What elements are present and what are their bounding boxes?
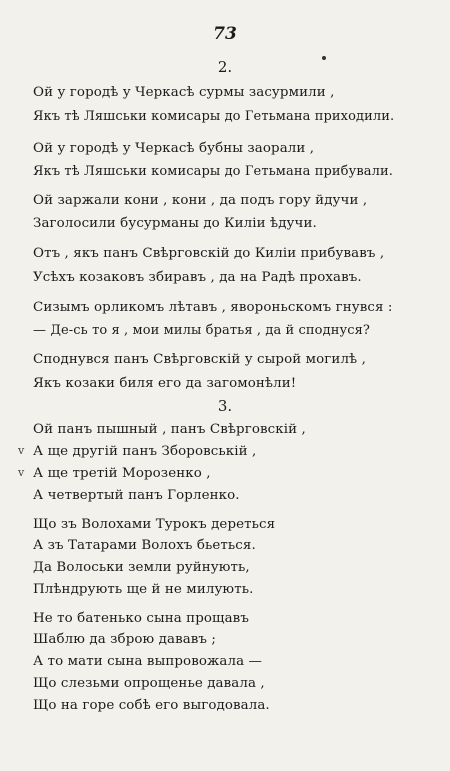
verse-line: А четвертый панъ Горленко.	[33, 488, 240, 503]
verse-line: — Де-сь то я , мои милы братья , да й споднуся?	[33, 323, 370, 338]
verse-line: Якъ тѣ Ляшськи комисары до Гетьмана прибували.	[33, 164, 393, 179]
verse-line: Якъ козаки биля его да загомонѣли!	[33, 376, 297, 391]
verse-line: Ой у городѣ у Черкасѣ сурмы засурмили ,	[33, 85, 335, 100]
verse-line: Ой панъ пышный , панъ Свѣрговскiй ,	[33, 422, 306, 437]
verse-line: Не то батенько сына прощавъ	[33, 611, 249, 626]
verse-line: А то мати сына выпровожала —	[33, 654, 263, 669]
section-number: 3.	[217, 397, 233, 415]
verse-line: Що зъ Волохами Турокъ дереться	[33, 517, 276, 532]
margin-mark: v	[18, 444, 25, 457]
verse-line: Ой заржали кони , кони , да подъ гору йдучи ,	[33, 193, 368, 208]
verse-line: Плѣндрують ще й не милують.	[33, 582, 254, 597]
verse-line: Ой у городѣ у Черкасѣ бубны заорали ,	[33, 141, 315, 156]
verse-line: Споднувся панъ Свѣрговскiй у сырой могилѣ ,	[33, 352, 366, 367]
verse-line: Якъ тѣ Ляшськи комисары до Гетьмана приходили.	[33, 109, 395, 124]
page-number: 73	[213, 24, 237, 44]
verse-line: Да Волоськи земли руйнують,	[33, 560, 250, 575]
verse-line: Що на горе собѣ его выгодовала.	[33, 698, 270, 713]
verse-line: Шаблю да зброю дававъ ;	[33, 632, 217, 647]
verse-line: Сизымъ орликомъ лѣтавъ , явороньскомъ гнувся :	[33, 300, 393, 315]
margin-mark: v	[18, 466, 25, 479]
section-number: 2.	[217, 58, 233, 76]
ink-speck	[322, 56, 326, 60]
verse-line: А ще другiй панъ Зборовськiй ,	[33, 444, 257, 459]
verse-line: Заголосили бусурманы до Килiи ѣдучи.	[33, 216, 317, 231]
verse-line: Усѣхъ козаковъ збиравъ , да на Радѣ прохавъ.	[33, 270, 362, 285]
verse-line: А зъ Татарами Волохъ бьеться.	[33, 538, 256, 553]
verse-line: Отъ , якъ панъ Свѣрговскiй до Килiи прибувавъ ,	[33, 246, 385, 261]
verse-line: Що слезьми опрощенье давала ,	[33, 676, 265, 691]
verse-line: А ще третiй Морозенко ,	[33, 466, 211, 481]
